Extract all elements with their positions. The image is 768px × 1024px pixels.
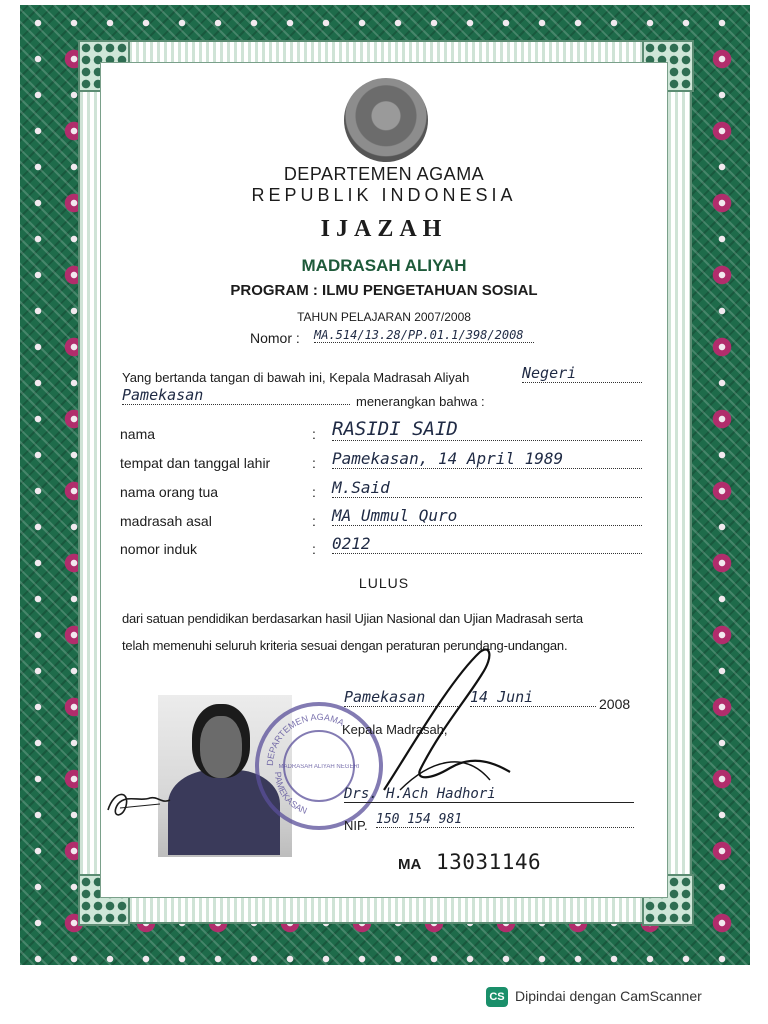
field-value-birth: Pamekasan, 14 April 1989 (332, 449, 642, 469)
nip-label: NIP. (344, 818, 368, 833)
stamp-top-text: DEPARTEMEN AGAMA (264, 711, 346, 767)
school-name-fill: Negeri (522, 364, 642, 383)
field-value-origin-school: MA Ummul Quro (332, 506, 642, 526)
stamp-bottom-text: PAMEKASAN (272, 771, 309, 816)
field-value-parent: M.Said (332, 478, 642, 498)
signing-place: Pamekasan (344, 688, 460, 707)
signing-date: 14 Juni (470, 688, 596, 707)
signer-position: Kepala Madrasah, (342, 722, 448, 737)
svg-text:DEPARTEMEN AGAMA (265, 712, 346, 766)
field-label-origin-school: madrasah asal (120, 513, 212, 529)
serial-number: 13031146 (436, 850, 542, 874)
field-colon: : (312, 513, 316, 529)
body-text-line-2: telah memenuhi seluruh kriteria sesuai dengan peraturan perundang-undangan. (122, 638, 568, 653)
program-heading: PROGRAM : ILMU PENGETAHUAN SOSIAL (230, 282, 538, 299)
garuda-seal-icon (344, 78, 428, 162)
scanner-footer-text: Dipindai dengan CamScanner (515, 988, 702, 1004)
number-label: Nomor : (250, 330, 300, 346)
ministry-heading: DEPARTEMEN AGAMA (283, 164, 485, 184)
serial-prefix: MA (398, 856, 422, 873)
school-type-heading: MADRASAH ALIYAH (301, 256, 467, 275)
stamp-middle-text: MADRASAH ALIYAH NEGERI (278, 764, 360, 770)
student-signature (100, 780, 180, 830)
result-text: LULUS (358, 575, 410, 591)
field-label-birth: tempat dan tanggal lahir (120, 455, 271, 471)
school-location-fill: Pamekasan (122, 386, 350, 405)
certificate-number: MA.514/13.28/PP.01.1/398/2008 (314, 328, 534, 343)
field-value-name: RASIDI SAID (332, 418, 642, 441)
signing-year: 2008 (599, 696, 631, 712)
signer-name: Drs. H.Ach Hadhori (344, 786, 634, 803)
field-colon: : (312, 426, 316, 442)
field-label-parent: nama orang tua (120, 484, 219, 500)
certificate-title: IJAZAH (320, 216, 448, 242)
camscanner-logo-icon: CS (486, 987, 508, 1007)
field-colon: : (312, 541, 316, 557)
body-text-line-1: dari satuan pendidikan berdasarkan hasil Ujian Nasional dan Ujian Madrasah serta (122, 611, 583, 626)
nip-value: 150 154 981 (376, 812, 634, 828)
academic-year: TAHUN PELAJARAN 2007/2008 (297, 310, 471, 324)
statement-line-2-suffix: menerangkan bahwa : (356, 394, 485, 409)
field-colon: : (312, 484, 316, 500)
field-value-student-number: 0212 (332, 534, 642, 554)
country-heading: REPUBLIK INDONESIA (251, 185, 517, 205)
field-colon: : (312, 455, 316, 471)
statement-line-1: Yang bertanda tangan di bawah ini, Kepala Madrasah Aliyah (122, 370, 470, 385)
field-label-student-number: nomor induk (120, 541, 198, 557)
principal-signature (370, 640, 550, 810)
svg-text:PAMEKASAN (273, 771, 309, 815)
photo-face (200, 716, 242, 778)
field-label-name: nama (120, 426, 156, 442)
